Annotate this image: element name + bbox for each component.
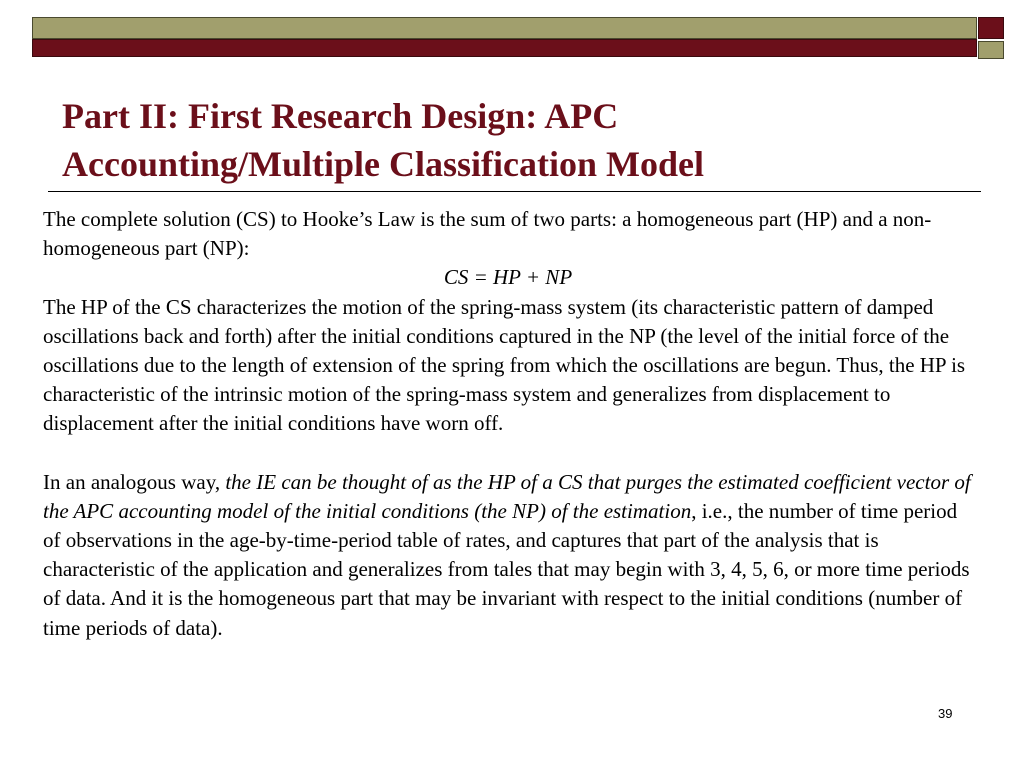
header-square-maroon bbox=[978, 17, 1004, 39]
slide-body bbox=[43, 205, 973, 643]
header-bar-olive bbox=[32, 17, 977, 39]
title-divider bbox=[48, 191, 981, 192]
paragraph-spacer bbox=[43, 439, 973, 468]
analogy-italic: the IE can be thought of as the HP of a CS that purges the estimated coefficient vector of the APC accounting model of the initial conditions (the NP) of the estimation bbox=[43, 469, 971, 523]
intro-paragraph: The complete solution (CS) to Hooke’s Law is the sum of two parts: a homogeneous part (HP) and a non-homogeneous part (NP): bbox=[43, 207, 932, 261]
equation: CS = HP + NP bbox=[443, 265, 573, 290]
page-number: 39 bbox=[938, 706, 953, 721]
slide-title-line-1: Part II: First Research Design: APC bbox=[62, 96, 619, 136]
header-square-olive bbox=[978, 41, 1004, 59]
analogy-rest: , i.e., the number of time period of observations in the age-by-time-period table of rates, and captures that part of the analysis that is characteristic of the application and generalizes from tales that may begin with 3, 4, 5, 6, or more time periods of data. And it is the homogeneous part that may be invariant with respect to the initial conditions (number of time periods of data). bbox=[43, 498, 970, 640]
slide-title bbox=[62, 92, 962, 188]
analogy-lead: In an analogous way, bbox=[43, 469, 226, 494]
slide-title-line-2: Accounting/Multiple Classification Model bbox=[62, 144, 704, 184]
hp-paragraph: The HP of the CS characterizes the motion of the spring-mass system (its characteristic pattern of damped oscillations back and forth) after the initial conditions captured in the NP (the level of the initial force of the oscillations due to the length of extension of the spring from which the oscillations are begun. Thus, the HP is characteristic of the intrinsic motion of the spring-mass system and generalizes from displacement to displacement after the initial conditions have worn off. bbox=[43, 294, 966, 436]
header-bar-maroon bbox=[32, 39, 977, 57]
analogy-paragraph bbox=[43, 468, 973, 643]
